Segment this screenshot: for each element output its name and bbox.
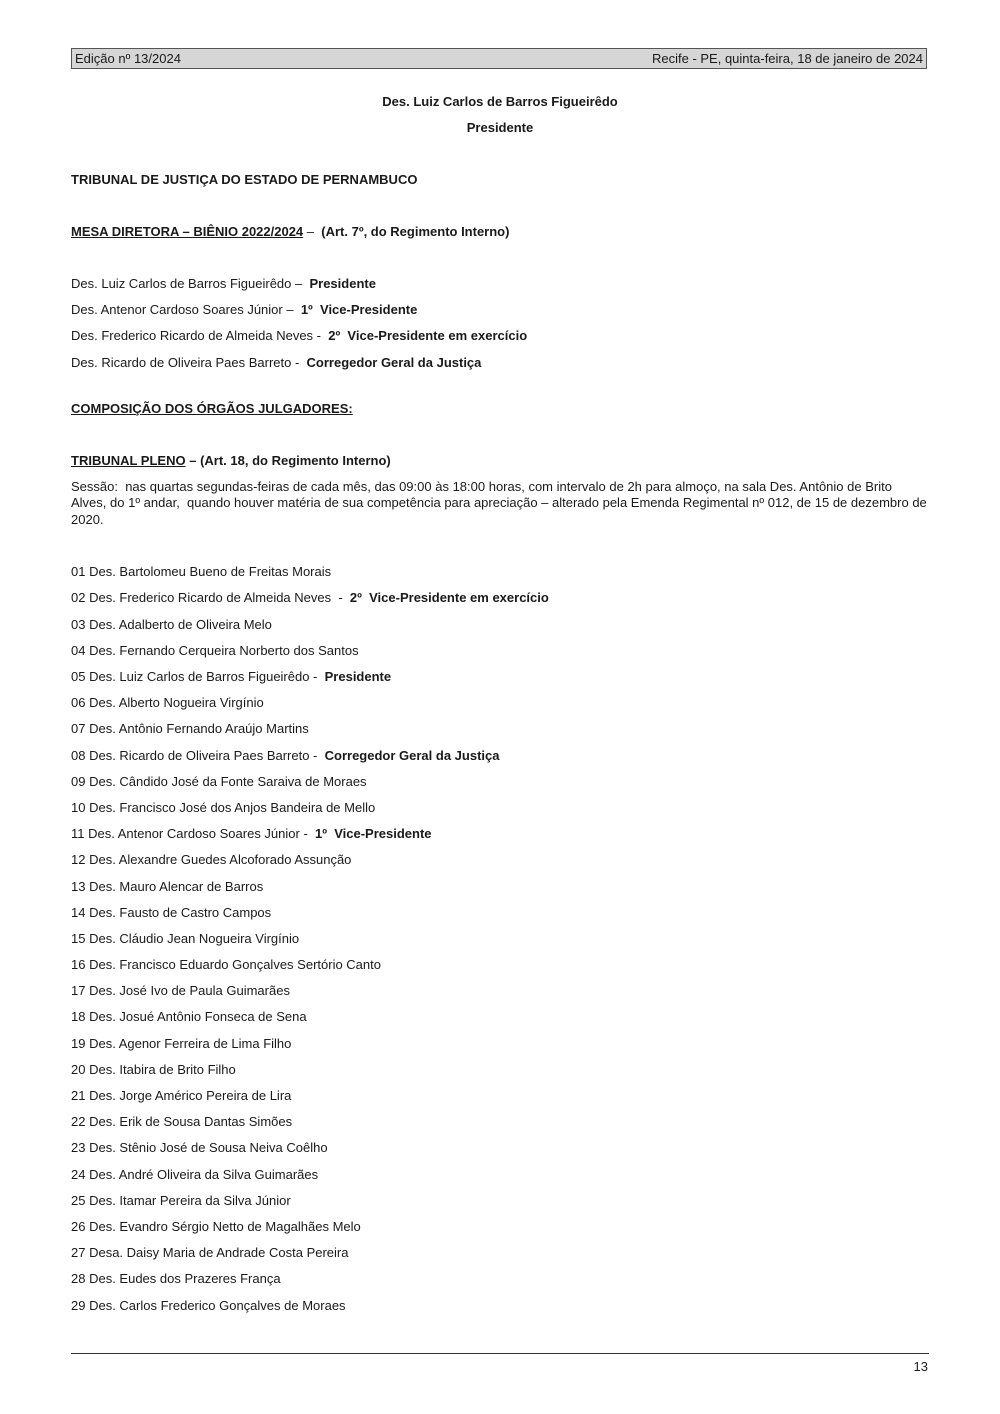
pleno-member: 08 Des. Ricardo de Oliveira Paes Barreto - Corregedor Geral da Justiça [71,747,500,763]
mesa-member: Des. Antenor Cardoso Soares Júnior – 1º Vice-Presidente [71,302,418,318]
mesa-heading: MESA DIRETORA – BIÊNIO 2022/2024 [71,224,304,239]
mesa-members [71,276,929,381]
pleno-member: 19 Des. Agenor Ferreira de Lima Filho [71,1035,292,1051]
pleno-member: 27 Desa. Daisy Maria de Andrade Costa Pereira [71,1245,349,1261]
mesa-reference: (Art. 7º, do Regimento Interno) [321,224,510,239]
mesa-member: Des. Luiz Carlos de Barros Figueirêdo – Presidente [71,276,376,291]
pleno-member: 06 Des. Alberto Nogueira Virgínio [71,695,264,711]
mesa-separator: – [303,224,318,239]
pleno-member: 24 Des. André Oliveira da Silva Guimarães [71,1166,319,1182]
pleno-member: 07 Des. Antônio Fernando Araújo Martins [71,721,309,737]
pleno-member: 09 Des. Cândido José da Fonte Saraiva de Moraes [71,773,367,789]
pleno-member: 21 Des. Jorge Américo Pereira de Lira [71,1088,292,1103]
pleno-member: 29 Des. Carlos Frederico Gonçalves de Moraes [71,1297,346,1313]
signature-role: Presidente [466,120,534,135]
pleno-member: 15 Des. Cláudio Jean Nogueira Virgínio [71,930,300,946]
pleno-member: 25 Des. Itamar Pereira da Silva Júnior [71,1192,291,1208]
pleno-member: 03 Des. Adalberto de Oliveira Melo [71,616,272,632]
pleno-members [71,564,929,1323]
pleno-member: 02 Des. Frederico Ricardo de Almeida Neves - 2º Vice-Presidente em exercício [71,590,549,606]
mesa-heading-line [71,224,929,240]
composition-heading: COMPOSIÇÃO DOS ÓRGÃOS JULGADORES: [71,400,353,416]
place-date: Recife - PE, quinta-feira, 18 de janeiro de 2024 [651,51,923,66]
document-body [71,94,929,1324]
session-paragraph: Sessão: nas quartas segundas-feiras de cada mês, das 09:00 às 18:00 horas, com intervalo de 2h para almoço, na sala Des. Antônio de Brito Alves, do 1º andar, quando houver matéria de sua competência para apreciação – alterado pela Emenda Regimental nº 012, de 15 de dezembro de 2020. [71,478,931,527]
pleno-member: 14 Des. Fausto de Castro Campos [71,904,272,920]
pleno-member: 04 Des. Fernando Cerqueira Norberto dos Santos [71,642,359,658]
pleno-member: 18 Des. Josué Antônio Fonseca de Sena [71,1009,307,1025]
pleno-member: 23 Des. Stênio José de Sousa Neiva Coêlho [71,1140,328,1156]
pleno-member: 13 Des. Mauro Alencar de Barros [71,878,264,894]
footer-divider [71,1353,929,1354]
pleno-member: 11 Des. Antenor Cardoso Soares Júnior - 1º Vice-Presidente [71,826,432,842]
pleno-member: 28 Des. Eudes dos Prazeres França [71,1271,281,1287]
mesa-member: Des. Frederico Ricardo de Almeida Neves - 2º Vice-Presidente em exercício [71,328,528,344]
pleno-member: 20 Des. Itabira de Brito Filho [71,1061,236,1077]
page-header [71,48,927,69]
pleno-reference: – (Art. 18, do Regimento Interno) [185,452,391,468]
court-title: TRIBUNAL DE JUSTIÇA DO ESTADO DE PERNAMBUCO [71,172,418,187]
edition-number: Edição nº 13/2024 [75,51,181,66]
pleno-member: 12 Des. Alexandre Guedes Alcoforado Assunção [71,852,352,868]
pleno-member: 16 Des. Francisco Eduardo Gonçalves Sertório Canto [71,957,381,973]
signature-name: Des. Luiz Carlos de Barros Figueirêdo [382,94,618,109]
pleno-member: 05 Des. Luiz Carlos de Barros Figueirêdo - Presidente [71,669,392,684]
mesa-member: Des. Ricardo de Oliveira Paes Barreto - Corregedor Geral da Justiça [71,354,482,370]
pleno-member: 22 Des. Erik de Sousa Dantas Simões [71,1114,293,1130]
pleno-member: 01 Des. Bartolomeu Bueno de Freitas Morais [71,564,332,580]
pleno-heading-line [71,453,929,469]
pleno-heading: TRIBUNAL PLENO [71,452,186,468]
pleno-member: 26 Des. Evandro Sérgio Netto de Magalhães Melo [71,1218,361,1234]
pleno-member: 17 Des. José Ivo de Paula Guimarães [71,983,290,999]
page-number: 13 [913,1359,928,1374]
pleno-member: 10 Des. Francisco José dos Anjos Bandeira de Mello [71,799,376,815]
